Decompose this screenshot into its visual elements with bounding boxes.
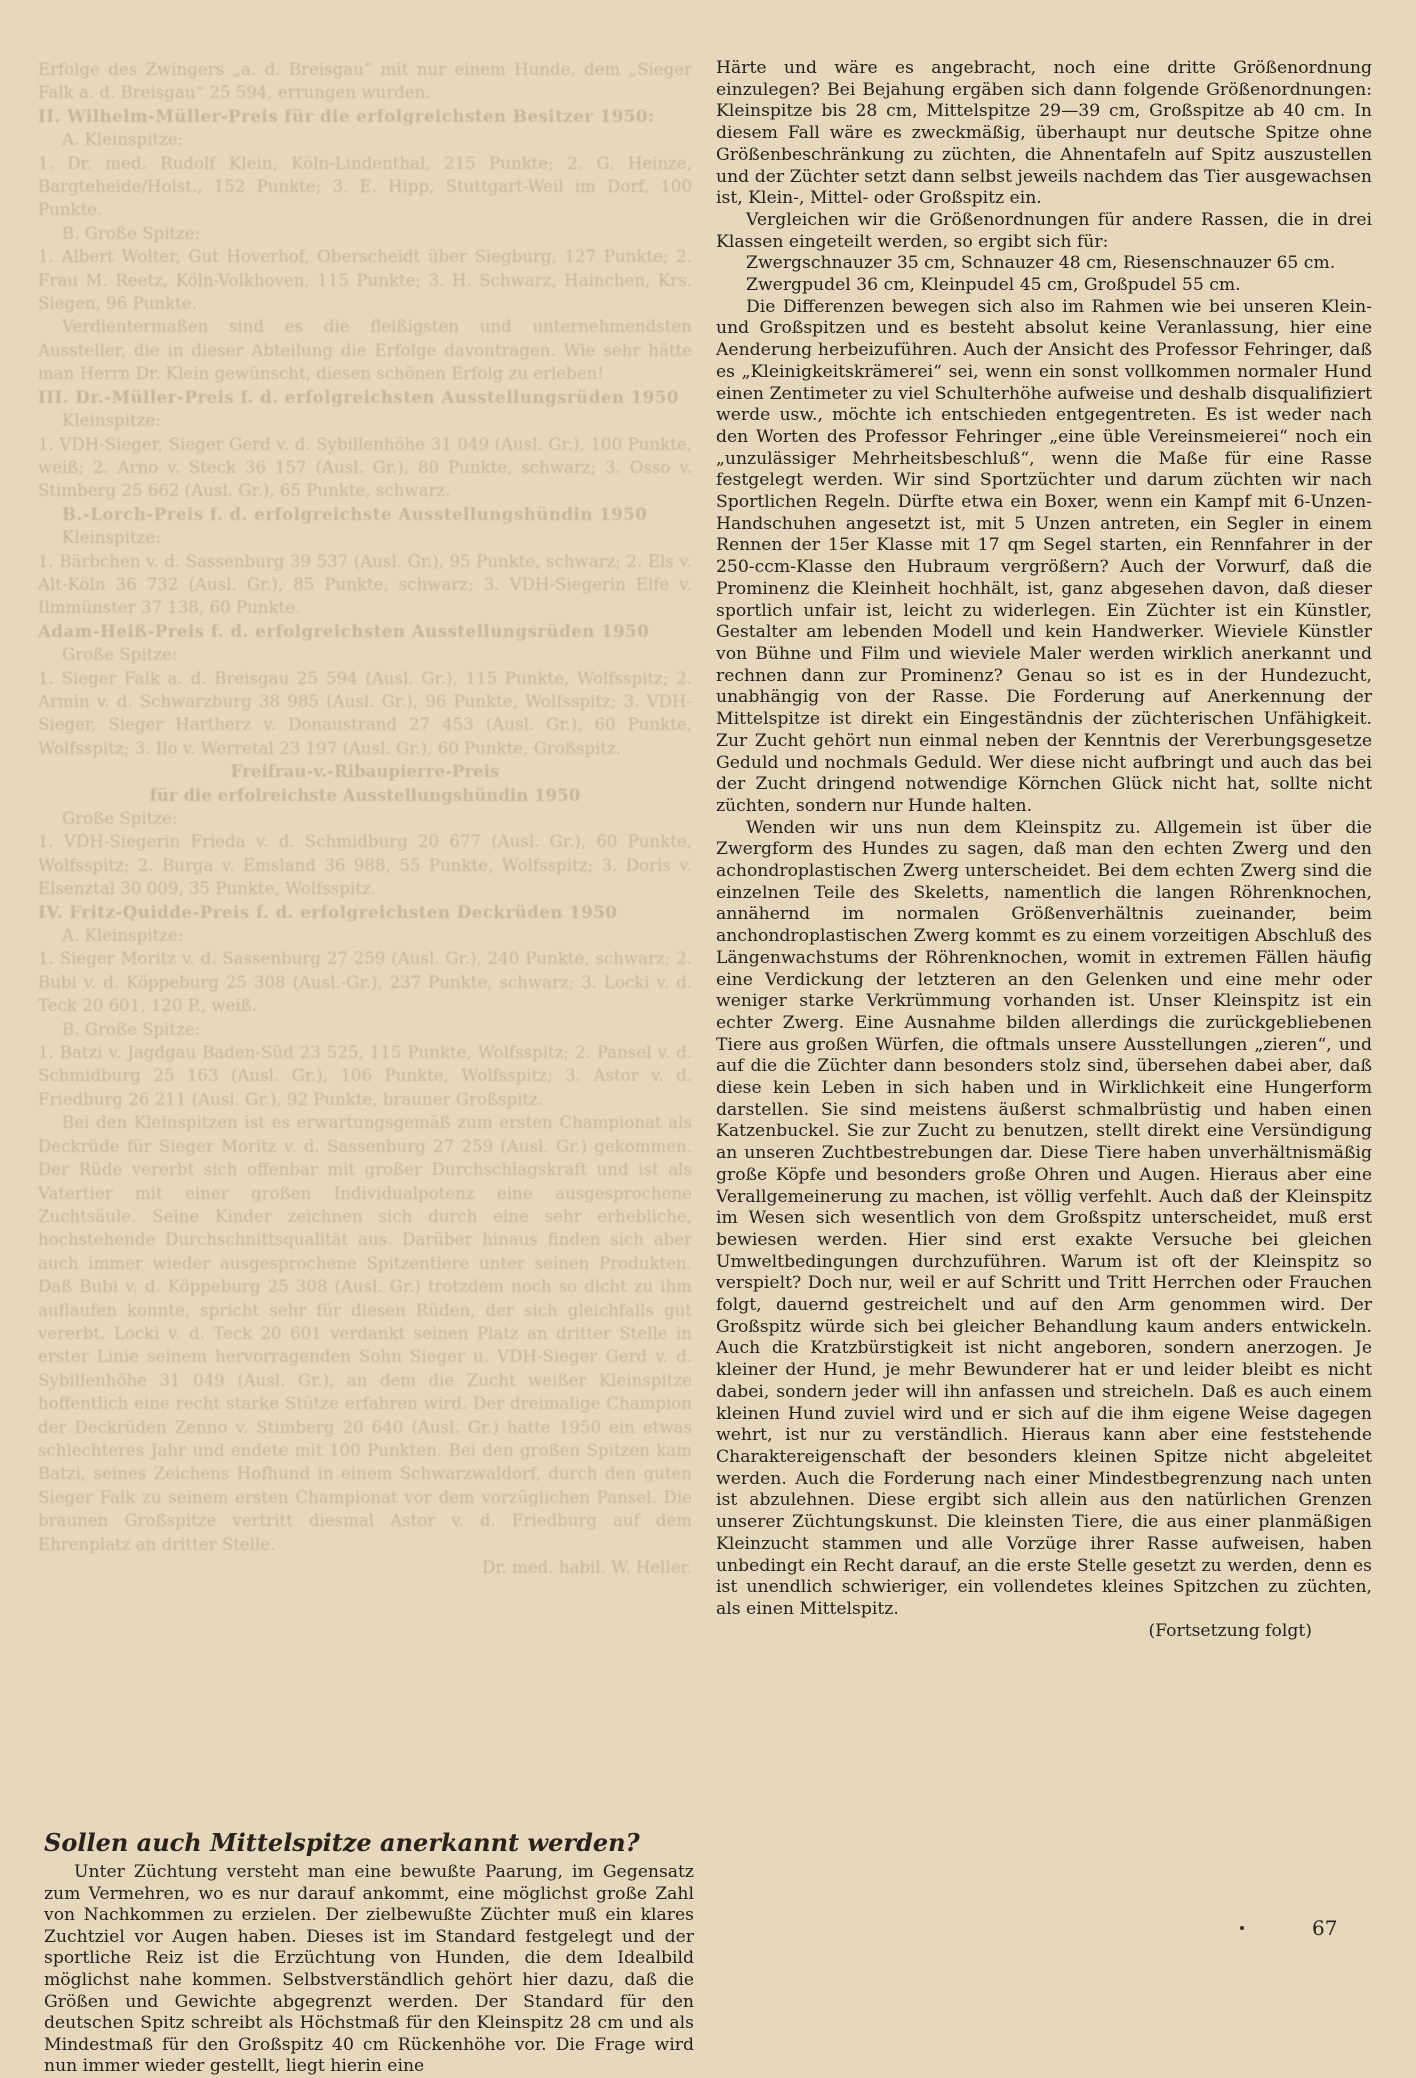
- faded-results-section: [38, 58, 692, 1816]
- article-left-text: [44, 1862, 694, 2078]
- results-paragraph: 1. VDH-Siegerin Frieda v. d. Schmidburg 20 677 (Ausl. Gr.), 60 Punkte, Wolfsspitz; 2. Burga v. Emsland 36 988, 55 Punkte, Wolfsspitz; 3. Doris v. Elsenztal 30 009, 35 Punkte, Wolfsspitz.: [38, 832, 692, 899]
- left-column: [38, 58, 692, 1816]
- decorative-dot: [1240, 1926, 1244, 1930]
- results-paragraph: B. Große Spitze:: [62, 223, 201, 243]
- results-paragraph: Adam-Heiß-Preis f. d. erfolgreichsten Ausstellungsrüden 1950: [38, 620, 650, 641]
- results-paragraph: Erfolge des Zwingers „a. d. Breisgau“ mit nur einem Hunde, dem „Sieger Falk a. d. Breisgau“ 25 594, errungen wurden.: [38, 60, 692, 103]
- continuation-note: (Fortsetzung folgt): [1148, 1620, 1312, 1641]
- results-paragraph: IV. Fritz-Quidde-Preis f. d. erfolgreichsten Deckrüden 1950: [38, 901, 618, 922]
- results-paragraph: Bei den Kleinspitzen ist es erwartungsgemäß zum ersten Championat als Deckrüde für Sieger Moritz v. d. Sassenburg 27 259 (Ausl. Gr.) gekommen. Der Rüde vererbt sich offenbar mit großer Durchschlagskraft und ist als Vatertier mit einer großen Individualpotenz eine ausgesprochene Zuchtsäule. Seine Kinder zeichnen sich durch eine sehr erhebliche, hochstehende Durchschnittsqualität aus. Darüber hinaus finden sich aber auch immer wieder ausgesprochene Spitzentiere unter seinen Produkten. Daß Bubi v. d. Köppeburg 25 308 (Ausl. Gr.) trotzdem noch so dicht zu ihm auflaufen konnte, spricht sehr für diesen Rüden, der sich gleichfalls gut vererbt. Locki v. d. Teck 20 601 verdankt seinen Platz an dritter Stelle in erster Linie seinem hervorragenden Sohn Sieger u. VDH-Sieger Gerd v. d. Sybillenhöhe 31 049 (Ausl. Gr.), an dem die Zucht weißer Kleinspitze hoffentlich eine recht starke Stütze erfahren wird. Der dreimalige Champion der Deckrüden Zenno v. Stimberg 20 640 (Ausl. Gr.) hatte 1950 ein etwas schlechteres Jahr und endete mit 100 Punkten. Bei den großen Spitzen kam Batzi, seines Zeichens Hofhund in einem Schwarzwaldorf, durch den guten Sieger Falk zu seinem ersten Championat vor dem vorzüglichen Pansel. Die braunen Großspitze vertritt diesmal Astor v. d. Friedburg auf dem Ehrenplatz an dritter Stelle.: [38, 1113, 692, 1554]
- results-paragraph: 1. Albert Wolter, Gut Hoverhof, Oberscheidt über Siegburg, 127 Punkte; 2. Frau M. Reetz, Köln-Volkhoven, 115 Punkte; 3. H. Schwarz, Hainchen, Krs. Siegen, 96 Punkte.: [38, 247, 692, 314]
- results-paragraph: B.-Lorch-Preis f. d. erfolgreichste Ausstellungshündin 1950: [62, 503, 648, 524]
- results-paragraph: III. Dr.-Müller-Preis f. d. erfolgreichsten Ausstellungsrüden 1950: [38, 386, 679, 407]
- results-paragraph: B. Große Spitze:: [62, 1019, 201, 1039]
- results-paragraph: Große Spitze:: [62, 809, 178, 828]
- article-title: Sollen auch Mittelspitze anerkannt werden?: [44, 1828, 640, 1857]
- results-paragraph: 1. Dr. med. Rudolf Klein, Köln-Lindenthal, 215 Punkte; 2. G. Heinze, Bargteheide/Holst., 152 Punkte; 3. E. Hipp, Stuttgart-Weil im Dorf, 100 Punkte.: [38, 153, 692, 220]
- article-paragraph: Vergleichen wir die Größenordnungen für andere Rassen, die in drei Klassen eingeteilt werden, so ergibt sich für:: [716, 209, 1372, 252]
- page-number: 67: [1312, 1916, 1338, 1940]
- results-paragraph: 1. VDH-Sieger, Sieger Gerd v. d. Sybillenhöhe 31 049 (Ausl. Gr.), 100 Punkte, weiß; 2. Arno v. Steck 36 157 (Ausl. Gr.), 80 Punkte, schwarz; 3. Osso v. Stimberg 25 662 (Ausl. Gr.), 65 Punkte, schwarz.: [38, 434, 692, 501]
- results-paragraph: Dr. med. habil. W. Heller.: [482, 1558, 692, 1577]
- article-paragraph: Zwergschnauzer 35 cm, Schnauzer 48 cm, Riesenschnauzer 65 cm.: [746, 253, 1336, 274]
- results-paragraph: Große Spitze:: [62, 645, 178, 665]
- results-paragraph: Kleinspitze:: [62, 411, 161, 431]
- article-paragraph: Die Differenzen bewegen sich also im Rahmen wie bei unseren Klein- und Großspitzen und es besteht absolut keine Veranlassung, hier eine Aenderung herbeizuführen. Auch der Ansicht des Professor Fehringer, daß es „Kleinigkeitskrämerei“ sei, wenn ein sonst vollkommen normaler Hund einen Zentimeter zu viel Schulterhöhe aufweise und deshalb disqualifiziert werde usw., möchte ich entschieden entgegentreten. Es ist weder nach den Worten des Professor Fehringer „eine üble Vereinsmeierei“ noch ein „unzulässiger Mehrheitsbeschluß“, wenn die Maße für eine Rasse festgelegt werden. Wir sind Sportzüchter und darum züchten wir nach Sportlichen Regeln. Dürfte etwa ein Boxer, wenn ein Kampf mit 6-Unzen-Handschuhen angesetzt ist, mit 5 Unzen antreten, ein Segler in einem Rennen der 15er Klasse mit 17 qm Segel starten, ein Rennfahrer in der 250-ccm-Klasse den Hubraum vergrößern? Auch der Vorwurf, daß die Prominenz die Kleinheit hochhält, ist, ganz abgesehen davon, daß dieser sportlich unfair ist, leicht zu widerlegen. Ein Züchter ist ein Künstler, Gestalter am lebenden Modell und kein Handwerker. Wieviele Künstler von Bühne und Film und wieviele Maler werden wirklich anerkannt und rechnen dann zur Prominenz? Genau so ist es in der Hundezucht, unabhängig von der Rasse. Die Forderung auf Anerkennung der Mittelspitze ist direkt ein Eingeständnis der züchterischen Unfähigkeit. Zur Zucht gehört nun einmal neben der Kenntnis der Vererbungsgesetze Geduld und nochmals Geduld. Wer diese nicht aufbringt und auch das bei der Zucht dringend notwendige Körnchen Glück nicht hat, sollte nicht züchten, sondern nur Hunde halten.: [716, 296, 1372, 816]
- results-paragraph: für die erfolreichste Ausstellungshündin 1950: [149, 784, 581, 805]
- results-paragraph: Freifrau-v.-Ribaupierre-Preis: [230, 761, 500, 782]
- results-paragraph: A. Kleinspitze:: [62, 926, 184, 946]
- results-paragraph: 1. Sieger Falk a. d. Breisgau 25 594 (Ausl. Gr.), 115 Punkte, Wolfsspitz; 2. Armin v. d. Schwarzburg 38 985 (Ausl. Gr.), 96 Punkte, Wolfsspitz; 3. VDH-Sieger, Sieger Hartherz v. Donaustrand 27 453 (Ausl. Gr.), 60 Punkte, Wolfsspitz; 3. Ilo v. Werretal 23 197 (Ausl. Gr.), 60 Punkte, Großspitz.: [38, 668, 692, 758]
- results-paragraph: Verdientermaßen sind es die fleißigsten und unternehmendsten Aussteller, die in dieser Abteilung die Erfolge davontragen. Wie sehr hätte man Herrn Dr. Klein gewünscht, diesen schönen Erfolg zu erleben!: [38, 317, 692, 384]
- article-paragraph: Unter Züchtung versteht man eine bewußte Paarung, im Gegensatz zum Vermehren, wo es nur darauf ankommt, eine möglichst große Zahl von Nachkommen zu erzielen. Der zielbewußte Züchter muß ein klares Zuchtziel vor Augen haben. Dieses ist im Standard festgelegt und der sportliche Reiz ist die Erzüchtung von Hunden, die dem Idealbild möglichst nahe kommen. Selbstverständlich gehört hier dazu, daß die Größen und Gewichte abgegrenzt werden. Der Standard für den deutschen Spitz schreibt als Höchstmaß für den Kleinspitz 28 cm und als Mindestmaß für den Großspitz 40 cm Rückenhöhe vor. Die Frage wird nun immer wieder gestellt, liegt hierin eine: [44, 1862, 694, 2077]
- article-paragraph: Wenden wir uns nun dem Kleinspitz zu. Allgemein ist über die Zwergform des Hundes zu sagen, daß man den echten Zwerg und den achondroplastischen Zwerg unterscheidet. Bei dem echten Zwerg sind die einzelnen Teile des Skeletts, namentlich die langen Röhrenknochen, annähernd im normalen Größenverhältnis zueinander, beim anchondroplastischen Zwerg kommt es zu einem vorzeitigen Abschluß des Längenwachstums der Röhrenknochen, womit in extremen Fällen häufig eine Verdickung der letzteren an den Gelenken und eine mehr oder weniger starke Verkrümmung vorhanden ist. Unser Kleinspitz ist ein echter Zwerg. Eine Ausnahme bilden allerdings die zurückgebliebenen Tiere aus großen Würfen, die oftmals unsere Ausstellungen „zieren“, und auf die die Züchter dann besonders stolz sind, übersehen dabei aber, daß diese kein Leben in sich haben und in Wirklichkeit eine Hungerform darstellen. Sie sind meistens äußerst schmalbrüstig und haben einen Katzenbuckel. Sie zur Zucht zu benutzen, stellt direkt eine Versündigung an unseren Zuchtbestrebungen dar. Diese Tiere haben unverhältnismäßig große Köpfe und besonders große Ohren und Augen. Hieraus aber eine Verallgemeinerung zu machen, ist völlig verfehlt. Auch daß der Kleinspitz im Wesen sich wesentlich von dem Großspitz unterscheidet, muß erst bewiesen werden. Hier sind erst exakte Versuche bei gleichen Umweltbedingungen durchzuführen. Warum ist oft der Kleinspitz so verspielt? Doch nur, weil er auf Schritt und Tritt Herrchen oder Frauchen folgt, dauernd gestreichelt und auf den Arm genommen wird. Der Großspitz würde sich bei gleicher Behandlung kaum anders entwickeln. Auch die Kratzbürstigkeit ist nicht angeboren, sondern anerzogen. Je kleiner der Hund, je mehr Bewunderer hat er und leider bleibt es nicht dabei, sondern jeder will ihn anfassen und streicheln. Daß es auch einem kleinen Hund zuviel wird und er sich auf die ihm eigene Weise dagegen wehrt, ist nur zu verständlich. Hieraus kann aber eine feststehende Charaktereigenschaft der besonders kleinen Spitze nicht abgeleitet werden. Auch die Forderung nach einer Mindestbegrenzung nach unten ist abzulehnen. Diese ergibt sich allein aus den natürlichen Grenzen unserer Züchtungskunst. Die kleinsten Tiere, die aus einer planmäßigen Kleinzucht stammen und alle Vorzüge ihrer Rasse aufweisen, haben unbedingt ein Recht darauf, an die erste Stelle gesetzt zu werden, denn es ist unendlich schwieriger, ein vollendetes kleines Spitzchen zu züchten, als einen Mittelspitz.: [716, 817, 1372, 1619]
- results-paragraph: 1. Sieger Moritz v. d. Sassenburg 27 259 (Ausl. Gr.), 240 Punkte, schwarz; 2. Bubi v. d. Köppeburg 25 308 (Ausl.-Gr.), 237 Punkte, schwarz; 3. Locki v. d. Teck 20 601, 120 P., weiß.: [38, 949, 692, 1016]
- results-paragraph: A. Kleinspitze:: [62, 130, 184, 150]
- article-paragraph: Zwergpudel 36 cm, Kleinpudel 45 cm, Großpudel 55 cm.: [746, 275, 1241, 296]
- article-paragraph: Härte und wäre es angebracht, noch eine dritte Größenordnung einzulegen? Bei Bejahung ergäben sich dann folgende Größenordnungen: Kleinspitze bis 28 cm, Mittelspitze 29—39 cm, Großspitze ab 40 cm. In diesem Fall wäre es zweckmäßig, überhaupt nur deutsche Spitze ohne Größenbeschränkung zu züchten, die Ahnentafeln auf Spitz auszustellen und der Züchter setzt dann selbst jeweils nachdem das Tier ausgewachsen ist, Klein-, Mittel- oder Großspitz ein.: [716, 58, 1372, 209]
- results-paragraph: 1. Bärbchen v. d. Sassenburg 39 537 (Ausl. Gr.), 95 Punkte, schwarz; 2. Els v. Alt-Köln 36 732 (Ausl. Gr.), 85 Punkte, schwarz; 3. VDH-Siegerin Elfe v. Ilmmünster 37 138, 60 Punkte.: [38, 551, 692, 618]
- article-right-column: [716, 58, 1372, 1642]
- results-paragraph: II. Wilhelm-Müller-Preis für die erfolgreichsten Besitzer 1950:: [38, 105, 655, 126]
- results-paragraph: 1. Batzi v. Jagdgau Baden-Süd 23 525, 115 Punkte, Wolfsspitz; 2. Pansel v. d. Schmidburg 25 163 (Ausl. Gr.), 106 Punkte, Wolfsspitz; 3. Astor v. d. Friedburg 26 211 (Ausl. Gr.), 92 Punkte, brauner Großspitz.: [38, 1043, 692, 1109]
- results-paragraph: Kleinspitze:: [62, 528, 161, 548]
